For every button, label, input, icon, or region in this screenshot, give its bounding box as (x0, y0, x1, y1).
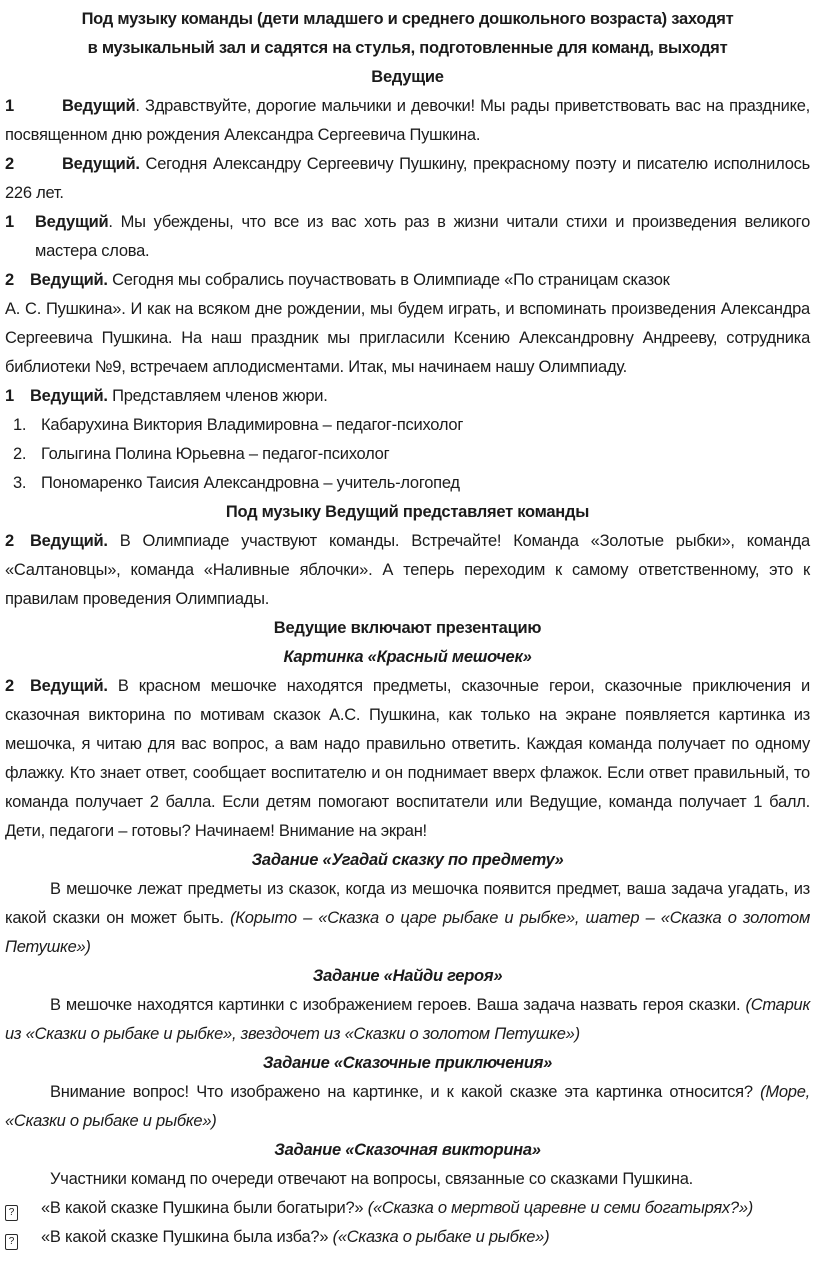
speaker-paragraph (5, 382, 810, 411)
text-run: . Здравствуйте, дорогие мальчики и девочки! Мы рады приветствовать вас на празднике, посвященном дню рождения Александра Сергеевича Пушкина. (5, 97, 810, 144)
paragraph-number: 1 (5, 97, 14, 115)
paragraph-number: 2 (5, 677, 14, 695)
speaker-paragraph (5, 92, 810, 150)
task-heading (5, 962, 810, 991)
text-run: («Сказка о мертвой царевне и семи богатырях?») (367, 1199, 754, 1217)
text-run: Картинка «Красный мешочек» (283, 648, 532, 666)
text-run: Ведущий. (30, 387, 108, 405)
text-run: В мешочке находятся картинки с изображением героев. Ваша задача назвать героя сказки. (50, 996, 746, 1014)
stage-direction-line (5, 498, 810, 527)
text-run: В красном мешочке находятся предметы, сказочные герои, сказочные приключения и сказочная викторина по мотивам сказок А.С. Пушкина, как только на экране появляется картинка из мешочка, я читаю для вас вопрос, а вам надо правильно ответить. Каждая команда получает по одному флажку. Кто знает ответ, сообщает воспитателю и он поднимает вверх флажок. Если ответ правильный, то команда получает 2 балла. Если детям помогают воспитатели или Ведущие, команда получает 1 балл. Дети, педагоги – готовы? Начинаем! Внимание на экран! (5, 677, 810, 840)
text-run: В мешочке лежат предметы из сказок, когда из мешочка появится предмет, ваша задача угадать, из какой сказки он может быть. (5, 880, 810, 927)
speaker-paragraph (5, 150, 810, 208)
text-run: Задание «Сказочные приключения» (262, 1054, 553, 1072)
paragraph-number: 2 (5, 155, 14, 173)
tofu-box-icon: ? (5, 1234, 18, 1250)
stage-direction-line (5, 643, 810, 672)
text-run: Ведущий. (30, 677, 108, 695)
jury-list-item (5, 469, 810, 498)
text-run: Ведущий. (30, 271, 108, 289)
text-run: Сегодня мы собрались поучаствовать в Олимпиаде «По страницам сказок (107, 271, 670, 289)
text-run: Представляем членов жюри. (107, 387, 328, 405)
text-run: Голыгина Полина Юрьевна – педагог-психолог (41, 445, 390, 463)
quiz-question (5, 1223, 810, 1252)
speaker-paragraph (5, 208, 810, 266)
missing-glyph-bullet-icon (5, 1223, 41, 1252)
speaker-paragraph (5, 527, 810, 614)
stage-direction-line (5, 34, 810, 63)
stage-direction-line (5, 63, 810, 92)
jury-list-item (5, 440, 810, 469)
text-run: Задание «Найди героя» (312, 967, 503, 985)
task-description (5, 1165, 810, 1194)
text-run: Задание «Угадай сказку по предмету» (251, 851, 564, 869)
text-run: Ведущие включают презентацию (273, 619, 542, 637)
text-run: Ведущий. (62, 155, 140, 173)
text-run: Под музыку Ведущий представляет команды (225, 503, 590, 521)
text-run: Под музыку команды (дети младшего и среднего дошкольного возраста) заходят (81, 10, 734, 28)
task-heading (5, 1049, 810, 1078)
paragraph-number: 2 (5, 532, 14, 550)
paragraph-number: 1 (5, 387, 14, 405)
task-description (5, 875, 810, 962)
stage-direction-line (5, 614, 810, 643)
speaker-paragraph (5, 672, 810, 846)
paragraph-number: 2 (5, 271, 14, 289)
missing-glyph-bullet-icon (5, 1194, 41, 1223)
text-run: «В какой сказке Пушкина были богатыри?» (41, 1199, 368, 1217)
text-run: Кабарухина Виктория Владимировна – педагог-психолог (41, 416, 464, 434)
speaker-paragraph (5, 266, 810, 295)
task-heading (5, 1136, 810, 1165)
stage-direction-line (5, 5, 810, 34)
task-description (5, 991, 810, 1049)
text-run: А. С. Пушкина». И как на всяком дне рождении, мы будем играть, и вспоминать произведения Александра Сергеевича Пушкина. На наш праздник мы пригласили Ксению Александровну Андрееву, сотрудника библиотеки №9, встречаем аплодисментами. Итак, мы начинаем нашу Олимпиаду. (5, 300, 810, 376)
paragraph-number: 1. (13, 416, 27, 434)
text-run: («Сказка о рыбаке и рыбке») (332, 1228, 550, 1246)
text-run: Ведущий. (30, 532, 108, 550)
text-run: в музыкальный зал и садятся на стулья, подготовленные для команд, выходят (87, 39, 728, 57)
paragraph-number: 3. (13, 474, 27, 492)
tofu-box-icon: ? (5, 1205, 18, 1221)
text-run: «В какой сказке Пушкина была изба?» (41, 1228, 333, 1246)
text-run: Внимание вопрос! Что изображено на картинке, и к какой сказке эта картинка относится? (50, 1083, 761, 1101)
text-run: . Мы убеждены, что все из вас хоть раз в жизни читали стихи и произведения великого мастера слова. (35, 213, 810, 260)
task-description (5, 1078, 810, 1136)
text-run: Участники команд по очереди отвечают на вопросы, связанные со сказками Пушкина. (50, 1170, 693, 1188)
paragraph-number: 1 (5, 213, 14, 231)
text-run: Ведущий (62, 97, 136, 115)
jury-list-item (5, 411, 810, 440)
text-run: Сегодня Александру Сергеевичу Пушкину, прекрасному поэту и писателю исполнилось 226 лет. (5, 155, 810, 202)
text-run: В Олимпиаде участвуют команды. Встречайте! Команда «Золотые рыбки», команда «Салтановцы», команда «Наливные яблочки». А теперь переходим к самому ответственному, это к правилам проведения Олимпиады. (5, 532, 810, 608)
text-run: (Корыто – «Сказка о царе рыбаке и рыбке», шатер – «Сказка о золотом Петушке») (5, 909, 810, 956)
text-run: Пономаренко Таисия Александровна – учитель-логопед (41, 474, 460, 492)
text-run: Ведущий (35, 213, 109, 231)
text-run: (Море, «Сказки о рыбаке и рыбке») (5, 1083, 810, 1130)
text-run: (Старик из «Сказки о рыбаке и рыбке», звездочет из «Сказки о золотом Петушке») (5, 996, 810, 1043)
speaker-paragraph-continuation (5, 295, 810, 382)
paragraph-number: 2. (13, 445, 27, 463)
task-heading (5, 846, 810, 875)
text-run: Задание «Сказочная викторина» (274, 1141, 541, 1159)
quiz-question (5, 1194, 810, 1223)
text-run: Ведущие (371, 68, 444, 86)
